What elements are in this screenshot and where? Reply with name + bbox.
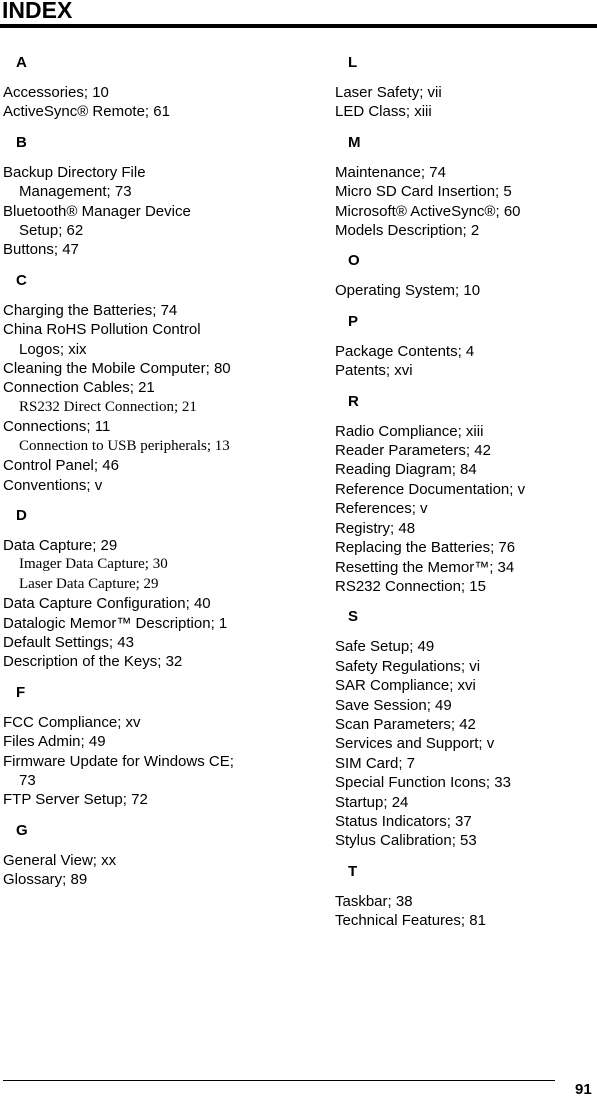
entry-text: Data Capture; 29 — [3, 536, 118, 554]
index-entry — [3, 752, 265, 791]
index-column-left — [3, 45, 265, 890]
index-entry — [3, 851, 265, 870]
index-entry — [3, 417, 265, 436]
entry-list — [3, 83, 265, 122]
entry-text: Firmware Update for Windows CE; — [3, 752, 234, 770]
entry-text: Services and Support; v — [335, 735, 495, 753]
entry-text: Safety Regulations; vi — [335, 657, 481, 675]
entry-text: Scan Parameters; 42 — [335, 715, 476, 733]
index-entry — [335, 281, 597, 300]
entry-list — [335, 163, 597, 241]
entry-text: Reference Documentation; v — [335, 480, 526, 498]
section-letter: F — [16, 683, 26, 701]
index-entry — [3, 83, 265, 102]
index-entry — [3, 202, 265, 241]
entry-text: Save Session; 49 — [335, 696, 452, 714]
title-rule — [0, 24, 597, 28]
entry-text: China RoHS Pollution Control — [3, 321, 201, 339]
entry-text: FTP Server Setup; 72 — [3, 791, 148, 809]
index-entry — [3, 633, 265, 652]
index-entry — [3, 456, 265, 475]
entry-text: Reading Diagram; 84 — [335, 461, 477, 479]
entry-text: Package Contents; 4 — [335, 342, 475, 360]
index-entry — [3, 790, 265, 809]
index-entry — [3, 476, 265, 495]
entry-text: Buttons; 47 — [3, 241, 79, 259]
entry-text: ActiveSync® Remote; 61 — [3, 103, 170, 121]
entry-text: LED Class; xiii — [335, 103, 432, 121]
entry-text: Maintenance; 74 — [335, 163, 446, 181]
index-entry — [335, 892, 597, 911]
index-section — [3, 506, 265, 672]
entry-list — [335, 892, 597, 931]
index-column-right — [335, 45, 597, 931]
index-entry — [335, 831, 597, 850]
entry-text: Laser Data Capture; 29 — [19, 575, 159, 592]
entry-text: Charging the Batteries; 74 — [3, 301, 178, 319]
entry-list — [335, 342, 597, 381]
entry-text: Models Description; 2 — [335, 222, 480, 240]
index-section — [335, 312, 597, 381]
index-entry — [335, 793, 597, 812]
index-entry — [3, 536, 265, 555]
index-entry — [335, 361, 597, 380]
entry-list — [3, 163, 265, 260]
index-entry — [335, 499, 597, 518]
index-entry — [335, 202, 597, 221]
index-entry — [335, 577, 597, 596]
entry-text: Radio Compliance; xiii — [335, 422, 484, 440]
entry-text: Taskbar; 38 — [335, 892, 413, 910]
entry-text: Cleaning the Mobile Computer; 80 — [3, 360, 231, 378]
section-letter: M — [348, 133, 361, 151]
index-section — [3, 821, 265, 890]
index-entry — [335, 342, 597, 361]
index-entry — [335, 812, 597, 831]
index-subentry — [3, 555, 265, 574]
entry-list — [335, 281, 597, 300]
index-entry — [3, 713, 265, 732]
entry-list — [3, 536, 265, 672]
index-entry — [3, 240, 265, 259]
index-entry — [335, 773, 597, 792]
section-letter: P — [348, 312, 359, 330]
page-title: INDEX — [2, 0, 73, 23]
index-entry — [335, 696, 597, 715]
index-entry — [3, 870, 265, 889]
index-entry — [3, 378, 265, 397]
index-entry — [335, 676, 597, 695]
entry-text: Data Capture Configuration; 40 — [3, 595, 211, 613]
index-section — [3, 53, 265, 122]
entry-text: SIM Card; 7 — [335, 754, 416, 772]
page-number: 91 — [575, 1081, 592, 1098]
entry-text: Micro SD Card Insertion; 5 — [335, 183, 512, 201]
entry-text: RS232 Direct Connection; 21 — [19, 398, 197, 415]
index-entry — [3, 594, 265, 613]
index-entry — [335, 558, 597, 577]
entry-text: Glossary; 89 — [3, 871, 88, 889]
entry-text: Startup; 24 — [335, 793, 409, 811]
index-entry — [335, 637, 597, 656]
index-section — [335, 53, 597, 122]
index-section — [335, 392, 597, 597]
entry-text: RS232 Connection; 15 — [335, 577, 486, 595]
entry-text: Control Panel; 46 — [3, 457, 119, 475]
section-letter: B — [16, 133, 27, 151]
index-entry — [3, 301, 265, 320]
entry-list — [3, 851, 265, 890]
index-entry — [335, 460, 597, 479]
entry-text: SAR Compliance; xvi — [335, 677, 476, 695]
index-entry — [3, 163, 265, 202]
entry-text: Default Settings; 43 — [3, 633, 134, 651]
entry-text: Imager Data Capture; 30 — [19, 556, 168, 573]
index-entry — [335, 422, 597, 441]
index-entry — [3, 320, 265, 359]
entry-list — [335, 637, 597, 850]
index-entry — [335, 911, 597, 930]
entry-list — [3, 713, 265, 810]
index-section — [3, 133, 265, 260]
index-entry — [335, 221, 597, 240]
index-entry — [335, 163, 597, 182]
index-subentry — [3, 437, 265, 456]
entry-continuation: Setup; 62 — [19, 222, 84, 240]
index-section — [3, 271, 265, 495]
index-entry — [335, 538, 597, 557]
entry-text: Resetting the Memor™; 34 — [335, 558, 515, 576]
index-entry — [335, 715, 597, 734]
index-entry — [3, 614, 265, 633]
entry-text: Backup Directory File — [3, 163, 146, 181]
index-entry — [335, 734, 597, 753]
entry-text: Patents; xvi — [335, 362, 413, 380]
entry-text: Connections; 11 — [3, 418, 111, 436]
footer-rule — [3, 1080, 555, 1081]
index-section — [335, 251, 597, 300]
entry-text: Connection Cables; 21 — [3, 379, 155, 397]
entry-text: Microsoft® ActiveSync®; 60 — [335, 202, 521, 220]
entry-text: Description of the Keys; 32 — [3, 653, 183, 671]
index-entry — [3, 732, 265, 751]
entry-text: Registry; 48 — [335, 519, 416, 537]
index-entry — [3, 359, 265, 378]
entry-text: Accessories; 10 — [3, 84, 109, 101]
entry-continuation: Management; 73 — [19, 183, 132, 201]
entry-text: Status Indicators; 37 — [335, 812, 472, 830]
index-entry — [335, 480, 597, 499]
index-section — [335, 862, 597, 931]
section-letter: O — [348, 252, 360, 270]
entry-list — [335, 83, 597, 122]
entry-continuation: Logos; xix — [19, 340, 87, 358]
index-entry — [335, 657, 597, 676]
index-entry — [335, 754, 597, 773]
entry-text: General View; xx — [3, 851, 117, 869]
section-letter: D — [16, 506, 27, 524]
entry-text: FCC Compliance; xv — [3, 713, 141, 731]
index-subentry — [3, 398, 265, 417]
index-entry — [335, 441, 597, 460]
entry-text: Stylus Calibration; 53 — [335, 832, 477, 850]
section-letter: L — [348, 54, 358, 71]
index-section — [3, 683, 265, 810]
entry-list — [335, 422, 597, 597]
entry-text: Operating System; 10 — [335, 282, 481, 300]
index-entry — [335, 102, 597, 121]
index-section — [335, 607, 597, 850]
entry-text: Bluetooth® Manager Device — [3, 202, 191, 220]
index-entry — [335, 83, 597, 102]
index-entry — [335, 182, 597, 201]
entry-text: Connection to USB peripherals; 13 — [19, 437, 230, 454]
section-letter: A — [16, 54, 27, 71]
entry-text: Technical Features; 81 — [335, 912, 486, 930]
index-entry — [3, 102, 265, 121]
entry-text: Conventions; v — [3, 476, 103, 494]
index-entry — [3, 652, 265, 671]
entry-text: Laser Safety; vii — [335, 84, 442, 101]
entry-text: Special Function Icons; 33 — [335, 774, 511, 792]
entry-text: References; v — [335, 500, 428, 518]
entry-text: Safe Setup; 49 — [335, 638, 435, 656]
index-subentry — [3, 575, 265, 594]
index-section — [335, 133, 597, 241]
section-letter: R — [348, 392, 359, 410]
entry-list — [3, 301, 265, 495]
entry-text: Reader Parameters; 42 — [335, 442, 491, 460]
section-letter: T — [348, 862, 358, 880]
section-letter: G — [16, 821, 28, 839]
section-letter: S — [348, 608, 359, 626]
entry-continuation: 73 — [19, 771, 36, 789]
entry-text: Files Admin; 49 — [3, 733, 106, 751]
section-letter: C — [16, 271, 27, 289]
entry-text: Replacing the Batteries; 76 — [335, 539, 516, 557]
entry-text: Datalogic Memor™ Description; 1 — [3, 614, 228, 632]
index-entry — [335, 519, 597, 538]
